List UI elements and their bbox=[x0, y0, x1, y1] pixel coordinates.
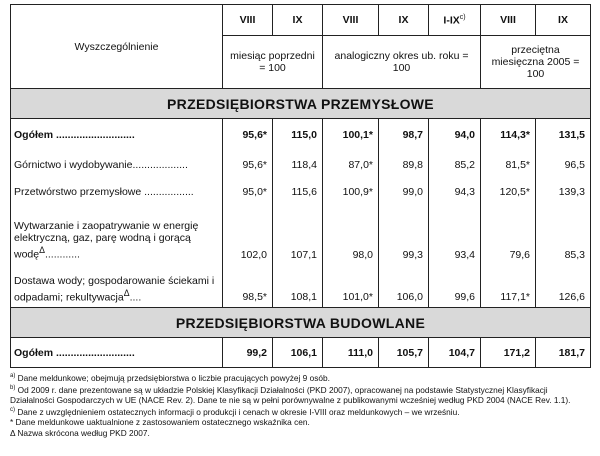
cell: 96,5 bbox=[536, 152, 591, 178]
row-label-group bbox=[11, 206, 223, 264]
table-row bbox=[11, 264, 591, 308]
table-row bbox=[11, 338, 591, 368]
cell: 118,4 bbox=[273, 152, 323, 178]
cell: 85,2 bbox=[429, 152, 481, 178]
row-label-header: Wyszczególnienie bbox=[11, 5, 223, 89]
footnote-a bbox=[10, 371, 590, 383]
data-table bbox=[10, 4, 591, 368]
base-monthly-avg: przeciętna miesięczna 2005 = 100 bbox=[481, 36, 591, 89]
cell: 106,1 bbox=[273, 338, 323, 368]
footnotes bbox=[10, 371, 590, 438]
page bbox=[10, 4, 590, 438]
cell: 89,8 bbox=[379, 152, 429, 178]
cell: 95,6* bbox=[223, 119, 273, 152]
base-prev-month: miesiąc poprzedni = 100 bbox=[223, 36, 323, 89]
cell: 94,0 bbox=[429, 119, 481, 152]
row-label: Ogółem ........................... bbox=[11, 338, 223, 368]
col-header: VIII bbox=[323, 5, 379, 36]
footnote-text: Od 2009 r. dane prezentowane są w układzie Polskiej Klasyfikacji Działalności (PKD 2007), opracowanej na podstawie Statystycznej Klasyfikacji Działalności Gospodarczych w UE (NACE Rev. 2). Dane te nie są w pełni porównywalne z publikowanymi wcześniej według PKD 2004 (NACE Rev. 1.1). bbox=[10, 384, 571, 406]
section-title: PRZEDSIĘBIORSTWA PRZEMYSŁOWE bbox=[11, 89, 591, 119]
cell: 95,0* bbox=[223, 178, 273, 206]
footnote-text: Dane meldunkowe; obejmują przedsiębiorstwa o liczbie pracujących powyżej 9 osób. bbox=[17, 372, 330, 383]
section-header bbox=[11, 89, 591, 119]
cell: 99,0 bbox=[379, 178, 429, 206]
table-row bbox=[11, 206, 591, 264]
cell: 120,5* bbox=[481, 178, 536, 206]
col-header: VIII bbox=[481, 5, 536, 36]
row-label-group bbox=[11, 264, 223, 308]
cell: 98,0 bbox=[323, 206, 379, 264]
footnote-mark: a) bbox=[10, 373, 16, 379]
cell: 107,1 bbox=[273, 206, 323, 264]
col-header: IX bbox=[536, 5, 591, 36]
col-header-text: I-IX bbox=[443, 14, 460, 27]
row-label: Ogółem ........................... bbox=[11, 119, 223, 152]
row-label: Dostawa wody; gospodarowanie ściekami i odpadami; rekultywacja bbox=[14, 274, 215, 303]
cell: 81,5* bbox=[481, 152, 536, 178]
footnote-c bbox=[10, 405, 590, 417]
cell: 114,3* bbox=[481, 119, 536, 152]
col-header: VIII bbox=[223, 5, 273, 36]
table-row bbox=[11, 178, 591, 206]
cell: 181,7 bbox=[536, 338, 591, 368]
cell: 99,6 bbox=[429, 264, 481, 308]
cell: 102,0 bbox=[223, 206, 273, 264]
footnote-mark: c) bbox=[10, 407, 15, 414]
cell: 87,0* bbox=[323, 152, 379, 178]
cell: 108,1 bbox=[273, 264, 323, 308]
footnote-delta: Δ Nazwa skrócona według PKD 2007. bbox=[10, 427, 150, 438]
cell: 99,2 bbox=[223, 338, 273, 368]
row-label: Górnictwo i wydobywanie................... bbox=[11, 152, 223, 178]
header-row-columns bbox=[11, 5, 591, 36]
table-row bbox=[11, 119, 591, 152]
cell: 98,7 bbox=[379, 119, 429, 152]
cell: 93,4 bbox=[429, 206, 481, 264]
cell: 94,3 bbox=[429, 178, 481, 206]
cell: 105,7 bbox=[379, 338, 429, 368]
row-label: Przetwórstwo przemysłowe ................. bbox=[11, 178, 223, 206]
row-label: Wytwarzanie i zaopatrywanie w energię elektryczną, gaz, parę wodną i gorącą wodę bbox=[14, 220, 199, 261]
base-same-period: analogiczny okres ub. roku = 100 bbox=[323, 36, 481, 89]
row-label-note-mark: Δ bbox=[123, 287, 130, 298]
footnote-text: Dane z uwzględnieniem ostatecznych informacji o produkcji i cenach w okresie I-VIII oraz meldunkowych – we wrześniu. bbox=[17, 407, 460, 418]
cell: 115,6 bbox=[273, 178, 323, 206]
cell: 131,5 bbox=[536, 119, 591, 152]
cell: 139,3 bbox=[536, 178, 591, 206]
col-header-note-mark: c) bbox=[459, 13, 466, 21]
cell: 95,6* bbox=[223, 152, 273, 178]
cell: 117,1* bbox=[481, 264, 536, 308]
section-header bbox=[11, 308, 591, 338]
footnote-b bbox=[10, 383, 590, 405]
table-row bbox=[11, 152, 591, 178]
footnote-mark: b) bbox=[10, 385, 16, 392]
cell: 106,0 bbox=[379, 264, 429, 308]
cell: 171,2 bbox=[481, 338, 536, 368]
cell: 126,6 bbox=[536, 264, 591, 308]
cell: 85,3 bbox=[536, 206, 591, 264]
row-label-note-mark: Δ bbox=[39, 245, 45, 255]
footnote-star: * Dane meldunkowe uaktualnione z zastosowaniem ostatecznego wskaźnika cen. bbox=[10, 417, 310, 428]
cell: 101,0* bbox=[323, 264, 379, 308]
cell: 99,3 bbox=[379, 206, 429, 264]
cell: 98,5* bbox=[223, 264, 273, 308]
cell: 79,6 bbox=[481, 206, 536, 264]
cell: 104,7 bbox=[429, 338, 481, 368]
row-label-dots: ............ bbox=[44, 248, 80, 261]
col-header: IX bbox=[379, 5, 429, 36]
cell: 115,0 bbox=[273, 119, 323, 152]
row-label-dots: .... bbox=[129, 291, 142, 303]
cell: 111,0 bbox=[323, 338, 379, 368]
section-title: PRZEDSIĘBIORSTWA BUDOWLANE bbox=[11, 308, 591, 338]
col-header: IX bbox=[273, 5, 323, 36]
cell: 100,1* bbox=[323, 119, 379, 152]
col-header-with-note bbox=[429, 5, 481, 36]
cell: 100,9* bbox=[323, 178, 379, 206]
